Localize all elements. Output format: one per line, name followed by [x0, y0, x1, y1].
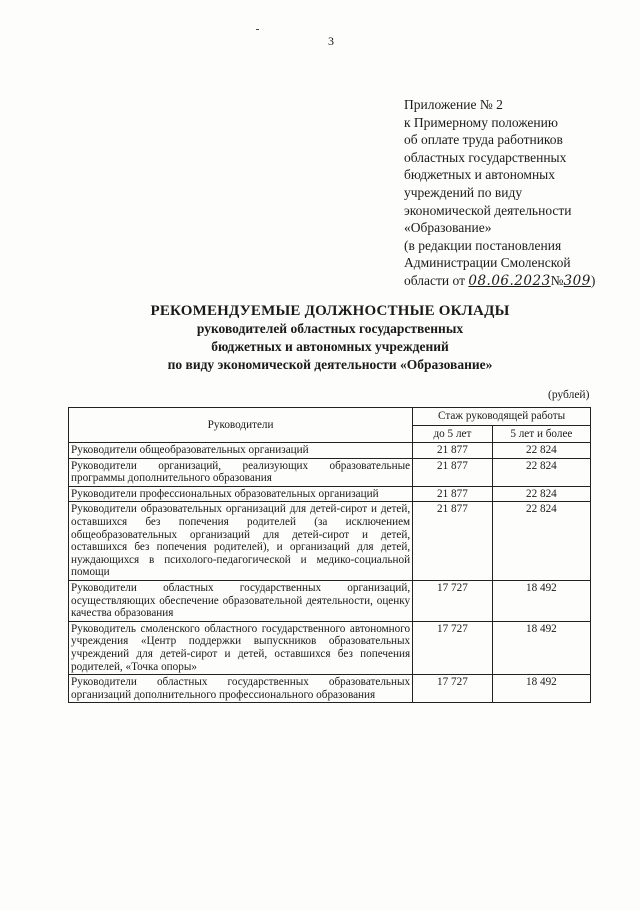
appendix-block	[404, 96, 636, 291]
header-leaders: Руководители	[69, 408, 413, 443]
header-under-5: до 5 лет	[413, 426, 493, 443]
row-name: Руководитель смоленского областного государственного автономного учреждения «Центр поддержки выпускников образовательных учреждений для детей-сирот и детей, оставшихся без попечения родителей, «Точка опоры»	[69, 621, 413, 674]
table-row	[69, 675, 591, 703]
row-over-5: 22 824	[492, 443, 590, 459]
row-over-5: 18 492	[492, 675, 590, 703]
row-name: Руководители образовательных организаций для детей-сирот и детей, оставшихся без попечения родителей (за исключением общеобразовательных организаций для детей-сирот и детей, оставшихся без попечения родителей), и организаций для детей, нуждающихся в психолого-педагогической и медико-социальной помощи	[69, 502, 413, 581]
appendix-line: к Примерному положению	[404, 114, 558, 130]
appendix-line: бюджетных и автономных	[404, 167, 556, 183]
table-row	[69, 580, 591, 621]
appendix-line: «Образование»	[404, 220, 492, 236]
closing-paren: )	[590, 272, 596, 288]
row-under-5: 21 877	[413, 458, 493, 486]
table-row	[69, 621, 591, 674]
scan-artifact	[256, 29, 259, 30]
appendix-line: учреждений по виду	[404, 184, 523, 200]
appendix-line: Приложение № 2	[404, 97, 503, 112]
salary-table	[68, 407, 591, 703]
page-number: 3	[328, 34, 334, 48]
row-over-5: 18 492	[492, 580, 590, 621]
appendix-line: об оплате труда работников	[404, 132, 563, 148]
table-row	[69, 486, 591, 502]
appendix-line: Администрации Смоленской	[404, 255, 571, 271]
table-row	[69, 502, 591, 581]
header-over-5: 5 лет и более	[492, 426, 590, 443]
row-name: Руководители общеобразовательных организаций	[69, 443, 413, 459]
row-under-5: 17 727	[413, 621, 493, 674]
signed-number: 309	[563, 272, 591, 289]
signed-date: 08.06.2023	[468, 272, 551, 289]
appendix-line: экономической деятельности	[404, 202, 572, 218]
appendix-line: областных государственных	[404, 149, 567, 165]
table-row	[69, 458, 591, 486]
appendix-line: (в редакции постановления	[404, 237, 562, 253]
row-under-5: 21 877	[413, 502, 493, 581]
header-experience: Стаж руководящей работы	[413, 408, 591, 426]
title-main: РЕКОМЕНДУЕМЫЕ ДОЛЖНОСТНЫЕ ОКЛАДЫ	[150, 303, 510, 319]
row-name: Руководители областных государственных образовательных организаций дополнительного профессионального образования	[69, 675, 413, 703]
row-under-5: 21 877	[413, 486, 493, 502]
row-name: Руководители профессиональных образовательных организаций	[69, 486, 413, 502]
row-under-5: 17 727	[413, 675, 493, 703]
table-row	[69, 443, 591, 459]
title-sub-line: руководителей областных государственных	[196, 321, 464, 336]
row-over-5: 22 824	[492, 502, 590, 581]
row-name: Руководители организаций, реализующих образовательные программы дополнительного образования	[69, 458, 413, 486]
document-title	[60, 302, 600, 374]
unit-label: (рублей)	[548, 389, 590, 401]
row-over-5: 22 824	[492, 486, 590, 502]
appendix-signature-line	[404, 272, 636, 291]
row-over-5: 18 492	[492, 621, 590, 674]
row-under-5: 21 877	[413, 443, 493, 459]
title-sub-line: по виду экономической деятельности «Образование»	[167, 357, 493, 372]
table-header-row	[69, 408, 591, 426]
title-sub-line: бюджетных и автономных учреждений	[211, 339, 449, 354]
row-over-5: 22 824	[492, 458, 590, 486]
appendix-line-prefix: области от	[404, 272, 469, 288]
row-name: Руководители областных государственных организаций, осуществляющих обеспечение образовательной деятельности, оценку качества образования	[69, 580, 413, 621]
row-under-5: 17 727	[413, 580, 493, 621]
number-sign: №	[550, 272, 564, 288]
